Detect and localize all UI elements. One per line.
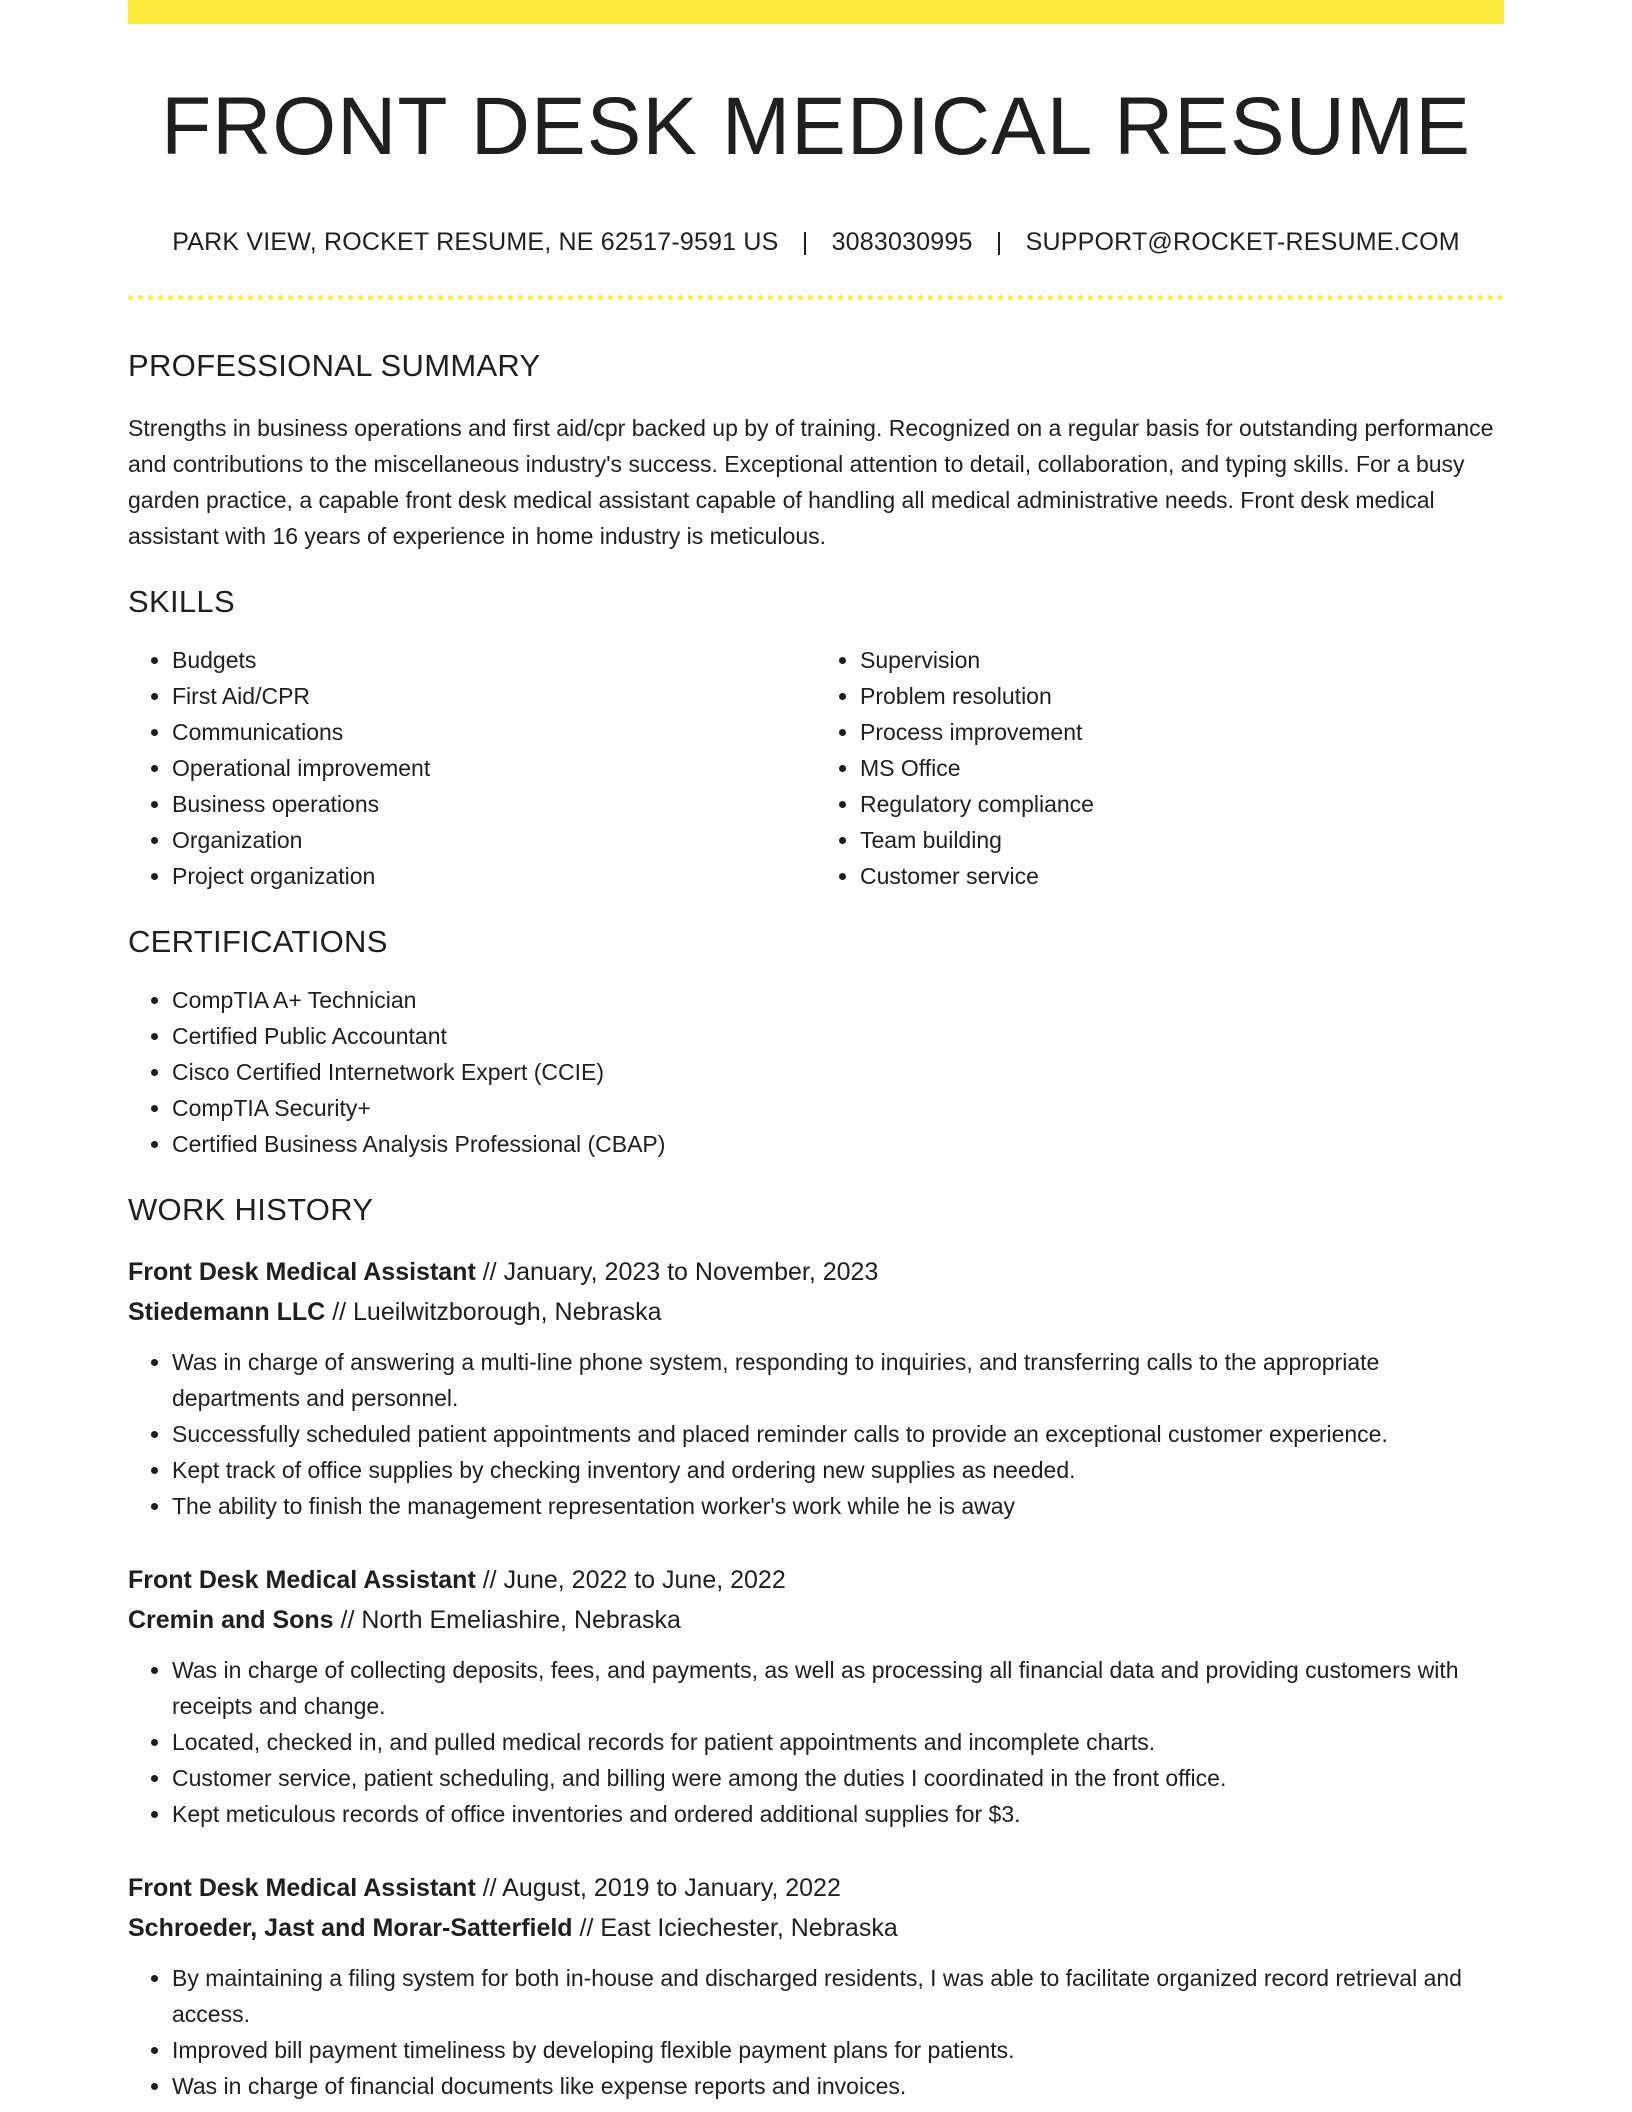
skills-column-right (816, 642, 1504, 894)
skills-heading: SKILLS (128, 584, 235, 620)
list-item: • Located, checked in, and pulled medical records for patient appointments and incomplete charts. (172, 1724, 1504, 1760)
job-bullets (128, 1344, 1504, 1524)
dotted-divider (128, 295, 1504, 300)
summary-text: Strengths in business operations and first aid/cpr backed up by of training. Recognized on a regular basis for outstanding performance and contributions to the miscellaneous industry's success. Exceptional attention to detail, collaboration, and typing skills. For a busy garden practice, a capable front desk medical assistant capable of handling all medical administrative needs. Front desk medical assistant with 16 years of experience in home industry is meticulous. (128, 415, 1494, 550)
certifications-heading: CERTIFICATIONS (128, 924, 388, 960)
list-item: • Budgets (172, 642, 816, 678)
job-bullets (128, 1960, 1504, 2104)
job-dates: // January, 2023 to November, 2023 (475, 1258, 879, 1287)
job-company-line (128, 1908, 1504, 1948)
list-item: • Certified Business Analysis Professional (CBAP) (172, 1126, 1504, 1162)
job-bullets (128, 1652, 1504, 1832)
list-item: • Customer service, patient scheduling, and billing were among the duties I coordinated in the front office. (172, 1760, 1504, 1796)
list-item: • Supervision (860, 642, 1504, 678)
contact-phone: 3083030995 (831, 228, 973, 257)
list-item: • Team building (860, 822, 1504, 858)
job-dates: // August, 2019 to January, 2022 (475, 1874, 841, 1903)
list-item: • Operational improvement (172, 750, 816, 786)
page-title: FRONT DESK MEDICAL RESUME (161, 81, 1471, 172)
resume-page (128, 0, 1504, 2104)
job-company-line (128, 1600, 1504, 1640)
list-item: • Certified Public Accountant (172, 1018, 1504, 1054)
job-company: Stiedemann LLC (128, 1298, 326, 1327)
list-item: • Was in charge of answering a multi-line phone system, responding to inquiries, and transferring calls to the appropriate departments and personnel. (172, 1344, 1504, 1416)
certifications-list (128, 982, 1504, 1162)
list-item: • CompTIA A+ Technician (172, 982, 1504, 1018)
list-item: • Organization (172, 822, 816, 858)
list-item: • Kept meticulous records of office inventories and ordered additional supplies for $3. (172, 1796, 1504, 1832)
work-history-heading: WORK HISTORY (128, 1192, 374, 1228)
job-company: Schroeder, Jast and Morar-Satterfield (128, 1914, 573, 1943)
list-item: • Successfully scheduled patient appointments and placed reminder calls to provide an exceptional customer experience. (172, 1416, 1504, 1452)
skills-list (128, 642, 1504, 894)
job-role: Front Desk Medical Assistant (128, 1874, 476, 1903)
list-item: • By maintaining a filing system for both in-house and discharged residents, I was able to facilitate organized record retrieval and access. (172, 1960, 1504, 2032)
list-item: • Customer service (860, 858, 1504, 894)
list-item: • Project organization (172, 858, 816, 894)
contact-separator: | (995, 228, 1003, 257)
list-item: • The ability to finish the management representation worker's work while he is away (172, 1488, 1504, 1524)
list-item: • Kept track of office supplies by checking inventory and ordering new supplies as needed. (172, 1452, 1504, 1488)
accent-bar (128, 0, 1504, 24)
contact-address: PARK VIEW, ROCKET RESUME, NE 62517-9591 US (172, 228, 779, 257)
job-location: // East Iciechester, Nebraska (572, 1914, 898, 1943)
contact-line (128, 228, 1504, 257)
job-dates: // June, 2022 to June, 2022 (475, 1566, 786, 1595)
job-location: // Lueilwitzborough, Nebraska (325, 1298, 662, 1327)
list-item: • Cisco Certified Internetwork Expert (CCIE) (172, 1054, 1504, 1090)
job-role-line (128, 1252, 1504, 1292)
job-role: Front Desk Medical Assistant (128, 1566, 476, 1595)
job-company-line (128, 1292, 1504, 1332)
job-company: Cremin and Sons (128, 1606, 334, 1635)
list-item: • MS Office (860, 750, 1504, 786)
list-item: • Problem resolution (860, 678, 1504, 714)
list-item: • Business operations (172, 786, 816, 822)
list-item: • First Aid/CPR (172, 678, 816, 714)
job-entry (128, 1252, 1504, 1524)
job-entry (128, 1560, 1504, 1832)
job-entry (128, 1868, 1504, 2104)
contact-separator: | (801, 228, 809, 257)
list-item: • CompTIA Security+ (172, 1090, 1504, 1126)
contact-email: SUPPORT@ROCKET-RESUME.COM (1025, 228, 1460, 257)
job-role: Front Desk Medical Assistant (128, 1258, 476, 1287)
list-item: • Was in charge of financial documents like expense reports and invoices. (172, 2068, 1504, 2104)
job-location: // North Emeliashire, Nebraska (333, 1606, 681, 1635)
list-item: • Process improvement (860, 714, 1504, 750)
list-item: • Was in charge of collecting deposits, fees, and payments, as well as processing all financial data and providing customers with receipts and change. (172, 1652, 1504, 1724)
job-role-line (128, 1868, 1504, 1908)
job-role-line (128, 1560, 1504, 1600)
list-item: • Improved bill payment timeliness by developing flexible payment plans for patients. (172, 2032, 1504, 2068)
list-item: • Regulatory compliance (860, 786, 1504, 822)
skills-column-left (128, 642, 816, 894)
summary-heading: PROFESSIONAL SUMMARY (128, 348, 541, 384)
list-item: • Communications (172, 714, 816, 750)
